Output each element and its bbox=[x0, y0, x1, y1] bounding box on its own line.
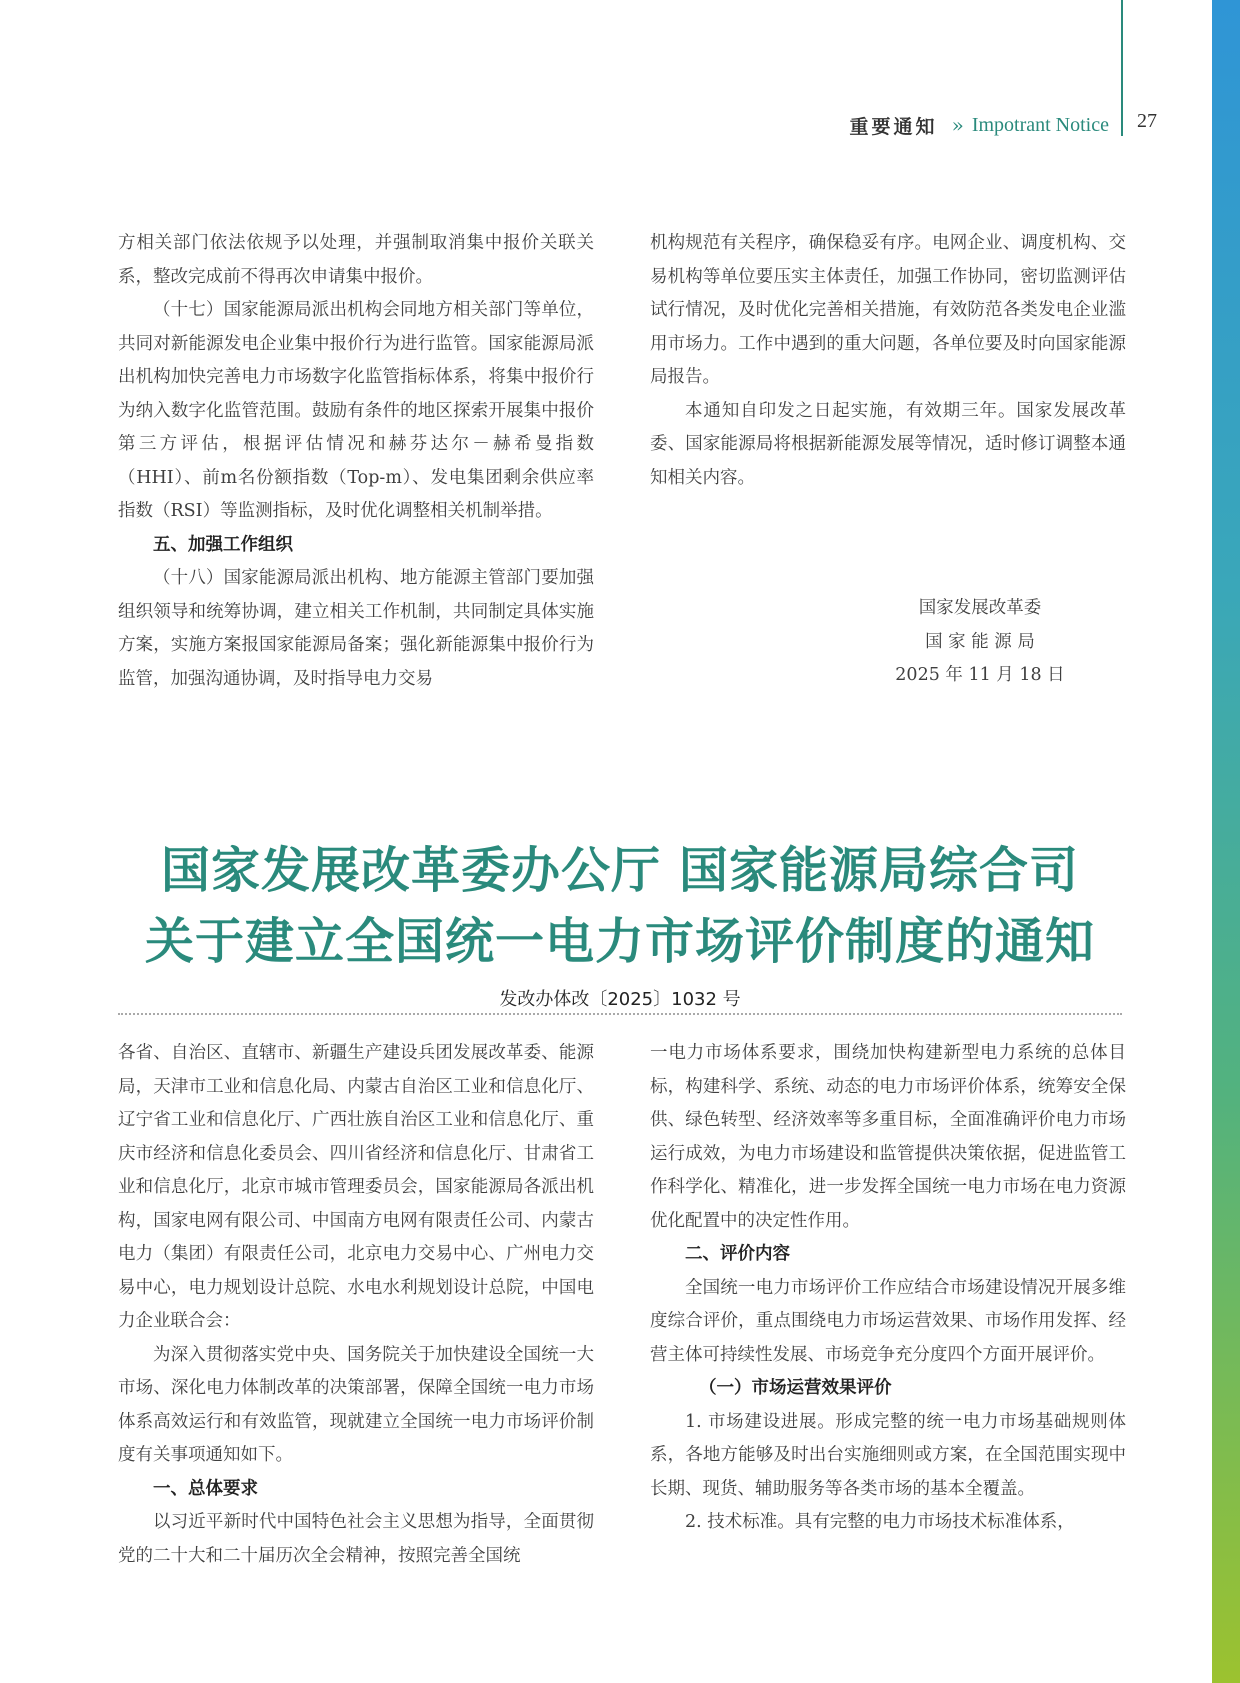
page-number: 27 bbox=[1137, 110, 1157, 132]
signature-org-nea: 国 家 能 源 局 bbox=[925, 631, 1035, 652]
paragraph: 方相关部门依法依规予以处理，并强制取消集中报价关联关系，整改完成前不得再次申请集中报价。 bbox=[118, 233, 594, 287]
dotted-divider bbox=[118, 1013, 1122, 1015]
paragraph: 2. 技术标准。具有完整的电力市场技术标准体系， bbox=[685, 1512, 1075, 1532]
double-chevron-icon: » bbox=[951, 113, 964, 137]
paragraph: 全国统一电力市场评价工作应结合市场建设情况开展多维度综合评价，重点围绕电力市场运营效果、市场作用发挥、经营主体可持续性发展、市场竞争充分度四个方面开展评价。 bbox=[650, 1277, 1126, 1365]
paragraph-addressees: 各省、自治区、直辖市、新疆生产建设兵团发展改革委、能源局，天津市工业和信息化局、内蒙古自治区工业和信息化厅、辽宁省工业和信息化厅、广西壮族自治区工业和信息化厅、重庆市经济和信息化委员会、四川省经济和信息化厅、甘肃省工业和信息化厅，北京市城市管理委员会，国家能源局各派出机构，国家电网有限公司、中国南方电网有限责任公司、内蒙古电力（集团）有限责任公司，北京电力交易中心、广州电力交易中心，电力规划设计总院、水电水利规划设计总院，中国电力企业联合会： bbox=[118, 1043, 594, 1331]
paragraph: 本通知自印发之日起实施，有效期三年。国家发展改革委、国家能源局将根据新能源发展等情况，适时修订调整本通知相关内容。 bbox=[650, 400, 1126, 488]
signature-org-ndrc: 国家发展改革委 bbox=[918, 598, 1042, 618]
paragraph: 机构规范有关程序，确保稳妥有序。电网企业、调度机构、交易机构等单位要压实主体责任，加强工作协同，密切监测评估试行情况，及时优化完善相关措施，有效防范各类发电企业滥用市场力。工作中遇到的重大问题，各单位要及时向国家能源局报告。 bbox=[650, 233, 1126, 387]
section-heading: 二、评价内容 bbox=[685, 1244, 790, 1264]
new-article-column-right bbox=[650, 1037, 1126, 1540]
paragraph: 以习近平新时代中国特色社会主义思想为指导，全面贯彻党的二十大和二十届历次全会精神，按照完善全国统 bbox=[118, 1512, 594, 1566]
paragraph: 1. 市场建设进展。形成完整的统一电力市场基础规则体系，各地方能够及时出台实施细则或方案，在全国范围实现中长期、现货、辅助服务等各类市场的基本全覆盖。 bbox=[650, 1411, 1126, 1499]
section-title-en: Impotrant Notice bbox=[971, 113, 1109, 136]
section-heading: 一、总体要求 bbox=[153, 1478, 258, 1499]
paragraph: 为深入贯彻落实党中央、国务院关于加快建设全国统一大市场、深化电力体制改革的决策部署，保障全国统一电力市场体系高效运行和有效监管，现就建立全国统一电力市场评价制度有关事项通知如下。 bbox=[118, 1344, 594, 1465]
top-article-column-right bbox=[650, 227, 1126, 495]
section-title-cn: 重要通知 bbox=[849, 115, 938, 138]
article-title-line-1: 国家发展改革委办公厅 国家能源局综合司 bbox=[160, 841, 1080, 899]
document-number: 发改办体改〔2025〕1032 号 bbox=[499, 989, 741, 1010]
signature-date: 2025 年 11 月 18 日 bbox=[895, 665, 1065, 685]
subsection-heading: （一）市场运营效果评价 bbox=[699, 1378, 892, 1398]
new-article-column-left bbox=[118, 1037, 594, 1573]
article-title-line-2: 关于建立全国统一电力市场评价制度的通知 bbox=[144, 912, 1095, 970]
paragraph: 一电力市场体系要求，围绕加快构建新型电力系统的总体目标，构建科学、系统、动态的电力市场评价体系，统筹安全保供、绿色转型、经济效率等多重目标，全面准确评价电力市场运行成效，为电力市场建设和监管提供决策依据，促进监管工作科学化、精准化，进一步发挥全国统一电力市场在电力资源优化配置中的决定性作用。 bbox=[650, 1043, 1126, 1231]
signature-block bbox=[860, 592, 1100, 693]
paragraph: （十八）国家能源局派出机构、地方能源主管部门要加强组织领导和统筹协调，建立相关工作机制，共同制定具体实施方案，实施方案报国家能源局备案；强化新能源集中报价行为监管，加强沟通协调，及时指导电力交易 bbox=[118, 568, 594, 689]
paragraph: （十七）国家能源局派出机构会同地方相关部门等单位，共同对新能源发电企业集中报价行为进行监管。国家能源局派出机构加快完善电力市场数字化监管指标体系，将集中报价行为纳入数字化监管范围。鼓励有条件的地区探索开展集中报价第三方评估，根据评估情况和赫芬达尔－赫希曼指数（HHI）、前m名份额指数（Top-m）、发电集团剩余供应率指数（RSI）等监测指标，及时优化调整相关机制举措。 bbox=[118, 300, 594, 521]
top-article-column-left bbox=[118, 227, 594, 696]
header-divider bbox=[1121, 0, 1123, 136]
color-gradient-sidebar bbox=[1212, 0, 1240, 1683]
section-heading: 五、加强工作组织 bbox=[153, 534, 293, 555]
running-header bbox=[850, 110, 1109, 140]
